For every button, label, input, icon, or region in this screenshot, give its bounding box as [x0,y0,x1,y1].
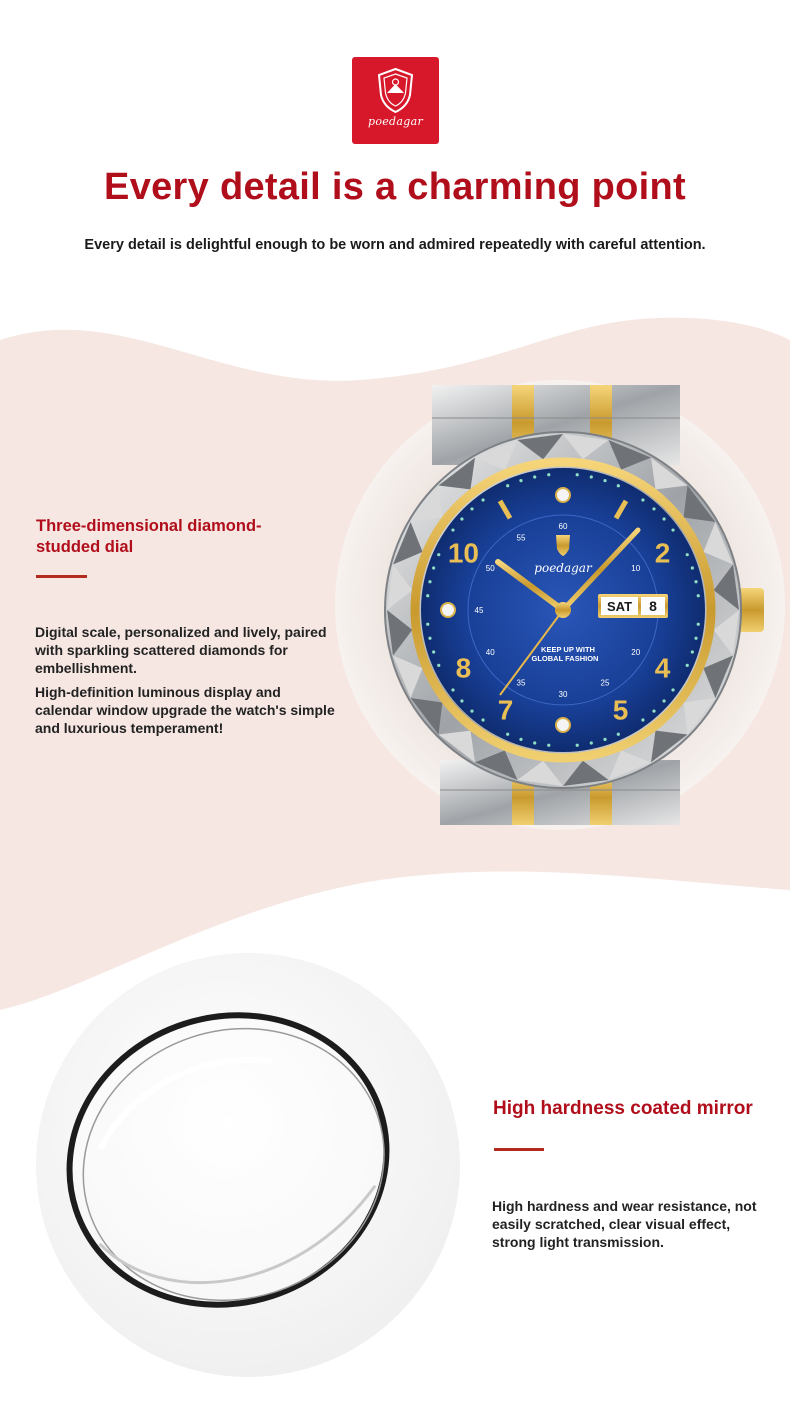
minute-numeral: 30 [558,690,568,699]
page-title: Every detail is a charming point [104,166,686,208]
minute-numeral: 25 [600,678,610,688]
mirror-heading-divider [494,1148,544,1151]
hour-numeral: 8 [455,652,472,684]
dial-feature-text-1: Digital scale, personalized and lively, paired with sparkling scattered diamonds for embellishment. [35,624,327,676]
calendar-day: SAT [606,599,633,614]
mirror-feature-heading: High hardness coated mirror [493,1098,753,1119]
mirror-feature-text: High hardness and wear resistance, not easily scratched, clear visual effect, strong light transmission. [492,1198,757,1250]
dial-brand: poedagar [534,561,592,575]
hour-numeral: 5 [612,694,629,726]
minute-numeral: 40 [485,648,495,657]
dial-feature-heading: Three-dimensional diamond-studded dial [36,517,262,556]
minute-numeral: 20 [631,648,641,657]
dial-feature-text-2: High-definition luminous display and calendar window upgrade the watch's simple and luxurious temperament! [35,684,335,736]
hour-numeral: 10 [447,537,479,569]
hour-numeral: 7 [497,694,514,726]
hour-numeral: 2 [654,537,671,569]
hour-numeral: 4 [654,652,671,684]
dial-slogan-line-1: KEEP UP WITH [541,645,595,654]
minute-numeral: 55 [516,533,526,543]
minute-numeral: 45 [474,606,484,615]
page-subtitle: Every detail is delightful enough to be worn and admired repeatedly with careful attention. [84,237,706,253]
minute-numeral: 35 [516,678,526,688]
minute-numeral: 10 [631,564,641,573]
minute-numeral: 50 [485,564,495,573]
dial-slogan-line-2: GLOBAL FASHION [531,654,599,663]
brand-wordmark: poedagar [367,115,424,128]
calendar-date: 8 [649,598,657,614]
minute-numeral: 60 [558,522,568,531]
